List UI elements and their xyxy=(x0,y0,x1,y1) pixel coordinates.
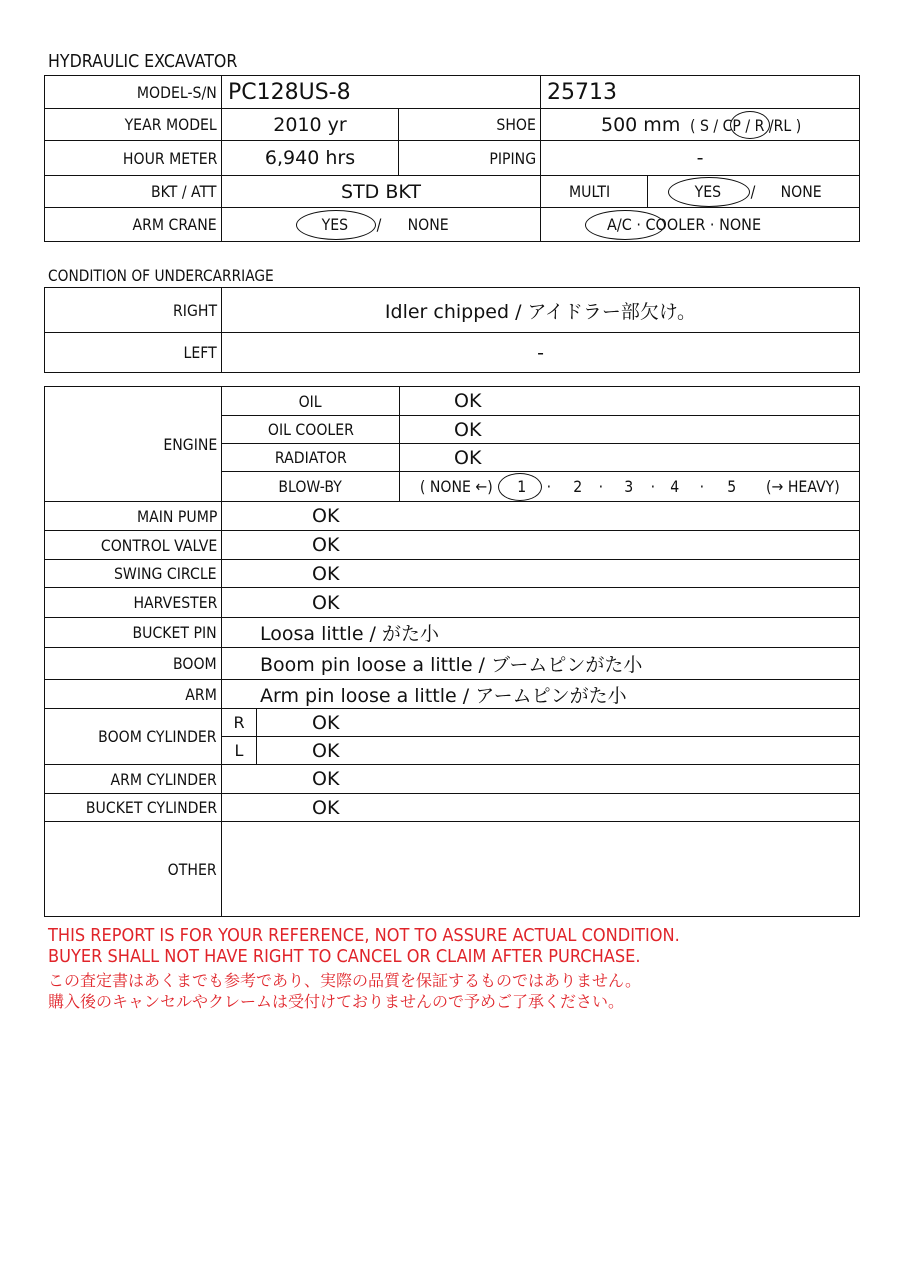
blowby-4: 4 xyxy=(670,477,680,496)
engine-oil-label: OIL xyxy=(222,387,400,416)
boom-value: Boom pin loose a little / ブームピンがた小 xyxy=(222,648,860,680)
disclaimer-line-2: BUYER SHALL NOT HAVE RIGHT TO CANCEL OR CLAIM AFTER PURCHASE. xyxy=(48,946,641,967)
crane-options xyxy=(222,208,541,242)
shoe-options: ( S / CP / R /RL ) xyxy=(690,115,802,135)
model-sn-label: MODEL-S/N xyxy=(45,76,222,109)
bucket-cylinder-value: OK xyxy=(222,794,860,822)
disclaimer-line-1: THIS REPORT IS FOR YOUR REFERENCE, NOT TO ASSURE ACTUAL CONDITION. xyxy=(48,925,680,946)
blowby-scale: ( NONE ←) 1 · 2 · 3 · 4 · 5 (→ HEAVY) xyxy=(400,472,860,502)
arm-cylinder-value: OK xyxy=(222,765,860,794)
year-value: 2010 yr xyxy=(222,109,399,141)
blowby-label: BLOW-BY xyxy=(222,472,400,502)
engine-label: ENGINE xyxy=(45,387,222,502)
engine-oil-cooler-label: OIL COOLER xyxy=(222,416,400,444)
model-value: PC128US-8 xyxy=(222,76,541,109)
arm-label: ARM xyxy=(45,680,222,709)
serial-value: 25713 xyxy=(541,76,860,109)
shoe-cell xyxy=(541,109,860,141)
arm-cylinder-label: ARM CYLINDER xyxy=(45,765,222,794)
disclaimer-line-3: この査定書はあくまでも参考であり、実際の品質を保証するものではありません。 xyxy=(48,971,641,990)
control-valve-value: OK xyxy=(222,531,860,560)
harvester-value: OK xyxy=(222,588,860,618)
engine-oil-cooler-value: OK xyxy=(400,416,860,444)
shoe-size: 500 mm xyxy=(601,113,681,136)
arm-crane-label: ARM CRANE xyxy=(45,208,222,242)
hour-meter-label: HOUR METER xyxy=(45,141,222,176)
boom-cylinder-label: BOOM CYLINDER xyxy=(45,709,222,765)
boom-cyl-r-label: R xyxy=(222,709,257,737)
boom-cyl-r-value: OK xyxy=(257,709,860,737)
blowby-2: 2 xyxy=(573,477,583,496)
harvester-label: HARVESTER xyxy=(45,588,222,618)
crane-yes: YES xyxy=(321,215,349,234)
left-label: LEFT xyxy=(45,333,222,373)
shoe-label: SHOE xyxy=(399,109,541,141)
multi-yes: YES xyxy=(694,182,722,201)
bucket-pin-label: BUCKET PIN xyxy=(45,618,222,648)
arm-value: Arm pin loose a little / アームピンがた小 xyxy=(222,680,860,709)
control-valve-label: CONTROL VALVE xyxy=(45,531,222,560)
engine-radiator-label: RADIATOR xyxy=(222,444,400,472)
crane-none: NONE xyxy=(407,215,449,234)
multi-sep: / xyxy=(750,182,756,201)
blowby-3: 3 xyxy=(624,477,634,496)
boom-label: BOOM xyxy=(45,648,222,680)
bkt-value: STD BKT xyxy=(222,176,541,208)
crane-sep: / xyxy=(376,215,382,234)
boom-cyl-l-value: OK xyxy=(257,737,860,765)
blowby-heavy: (→ HEAVY) xyxy=(766,477,840,496)
condition-table xyxy=(44,386,860,917)
bkt-att-label: BKT / ATT xyxy=(45,176,222,208)
spec-table xyxy=(44,75,860,242)
other-label: OTHER xyxy=(45,822,222,917)
piping-label: PIPING xyxy=(399,141,541,176)
swing-circle-label: SWING CIRCLE xyxy=(45,560,222,588)
undercarriage-table xyxy=(44,287,860,373)
engine-oil-value: OK xyxy=(400,387,860,416)
main-pump-label: MAIN PUMP xyxy=(45,502,222,531)
document-title: HYDRAULIC EXCAVATOR xyxy=(48,51,238,72)
right-value: Idler chipped / アイドラー部欠け。 xyxy=(222,288,860,333)
hours-value: 6,940 hrs xyxy=(222,141,399,176)
disclaimer-line-4: 購入後のキャンセルやクレームは受付けておりませんので予めご了承ください。 xyxy=(48,992,625,1011)
bucket-pin-value: Loosa little / がた小 xyxy=(222,618,860,648)
undercarriage-heading: CONDITION OF UNDERCARRIAGE xyxy=(48,266,274,285)
boom-cyl-l-label: L xyxy=(222,737,257,765)
main-pump-value: OK xyxy=(222,502,860,531)
blowby-5: 5 xyxy=(727,477,737,496)
swing-circle-value: OK xyxy=(222,560,860,588)
year-model-label: YEAR MODEL xyxy=(45,109,222,141)
bucket-cylinder-label: BUCKET CYLINDER xyxy=(45,794,222,822)
engine-radiator-value: OK xyxy=(400,444,860,472)
multi-label: MULTI xyxy=(541,176,648,208)
multi-none: NONE xyxy=(780,182,822,201)
blowby-1: 1 xyxy=(517,477,527,496)
left-value: - xyxy=(222,333,860,373)
blowby-none: ( NONE ←) xyxy=(419,477,493,496)
other-value xyxy=(222,822,860,917)
right-label: RIGHT xyxy=(45,288,222,333)
multi-options xyxy=(648,176,860,208)
piping-value: - xyxy=(541,141,860,176)
ac-options: A/C · COOLER · NONE xyxy=(541,208,860,242)
